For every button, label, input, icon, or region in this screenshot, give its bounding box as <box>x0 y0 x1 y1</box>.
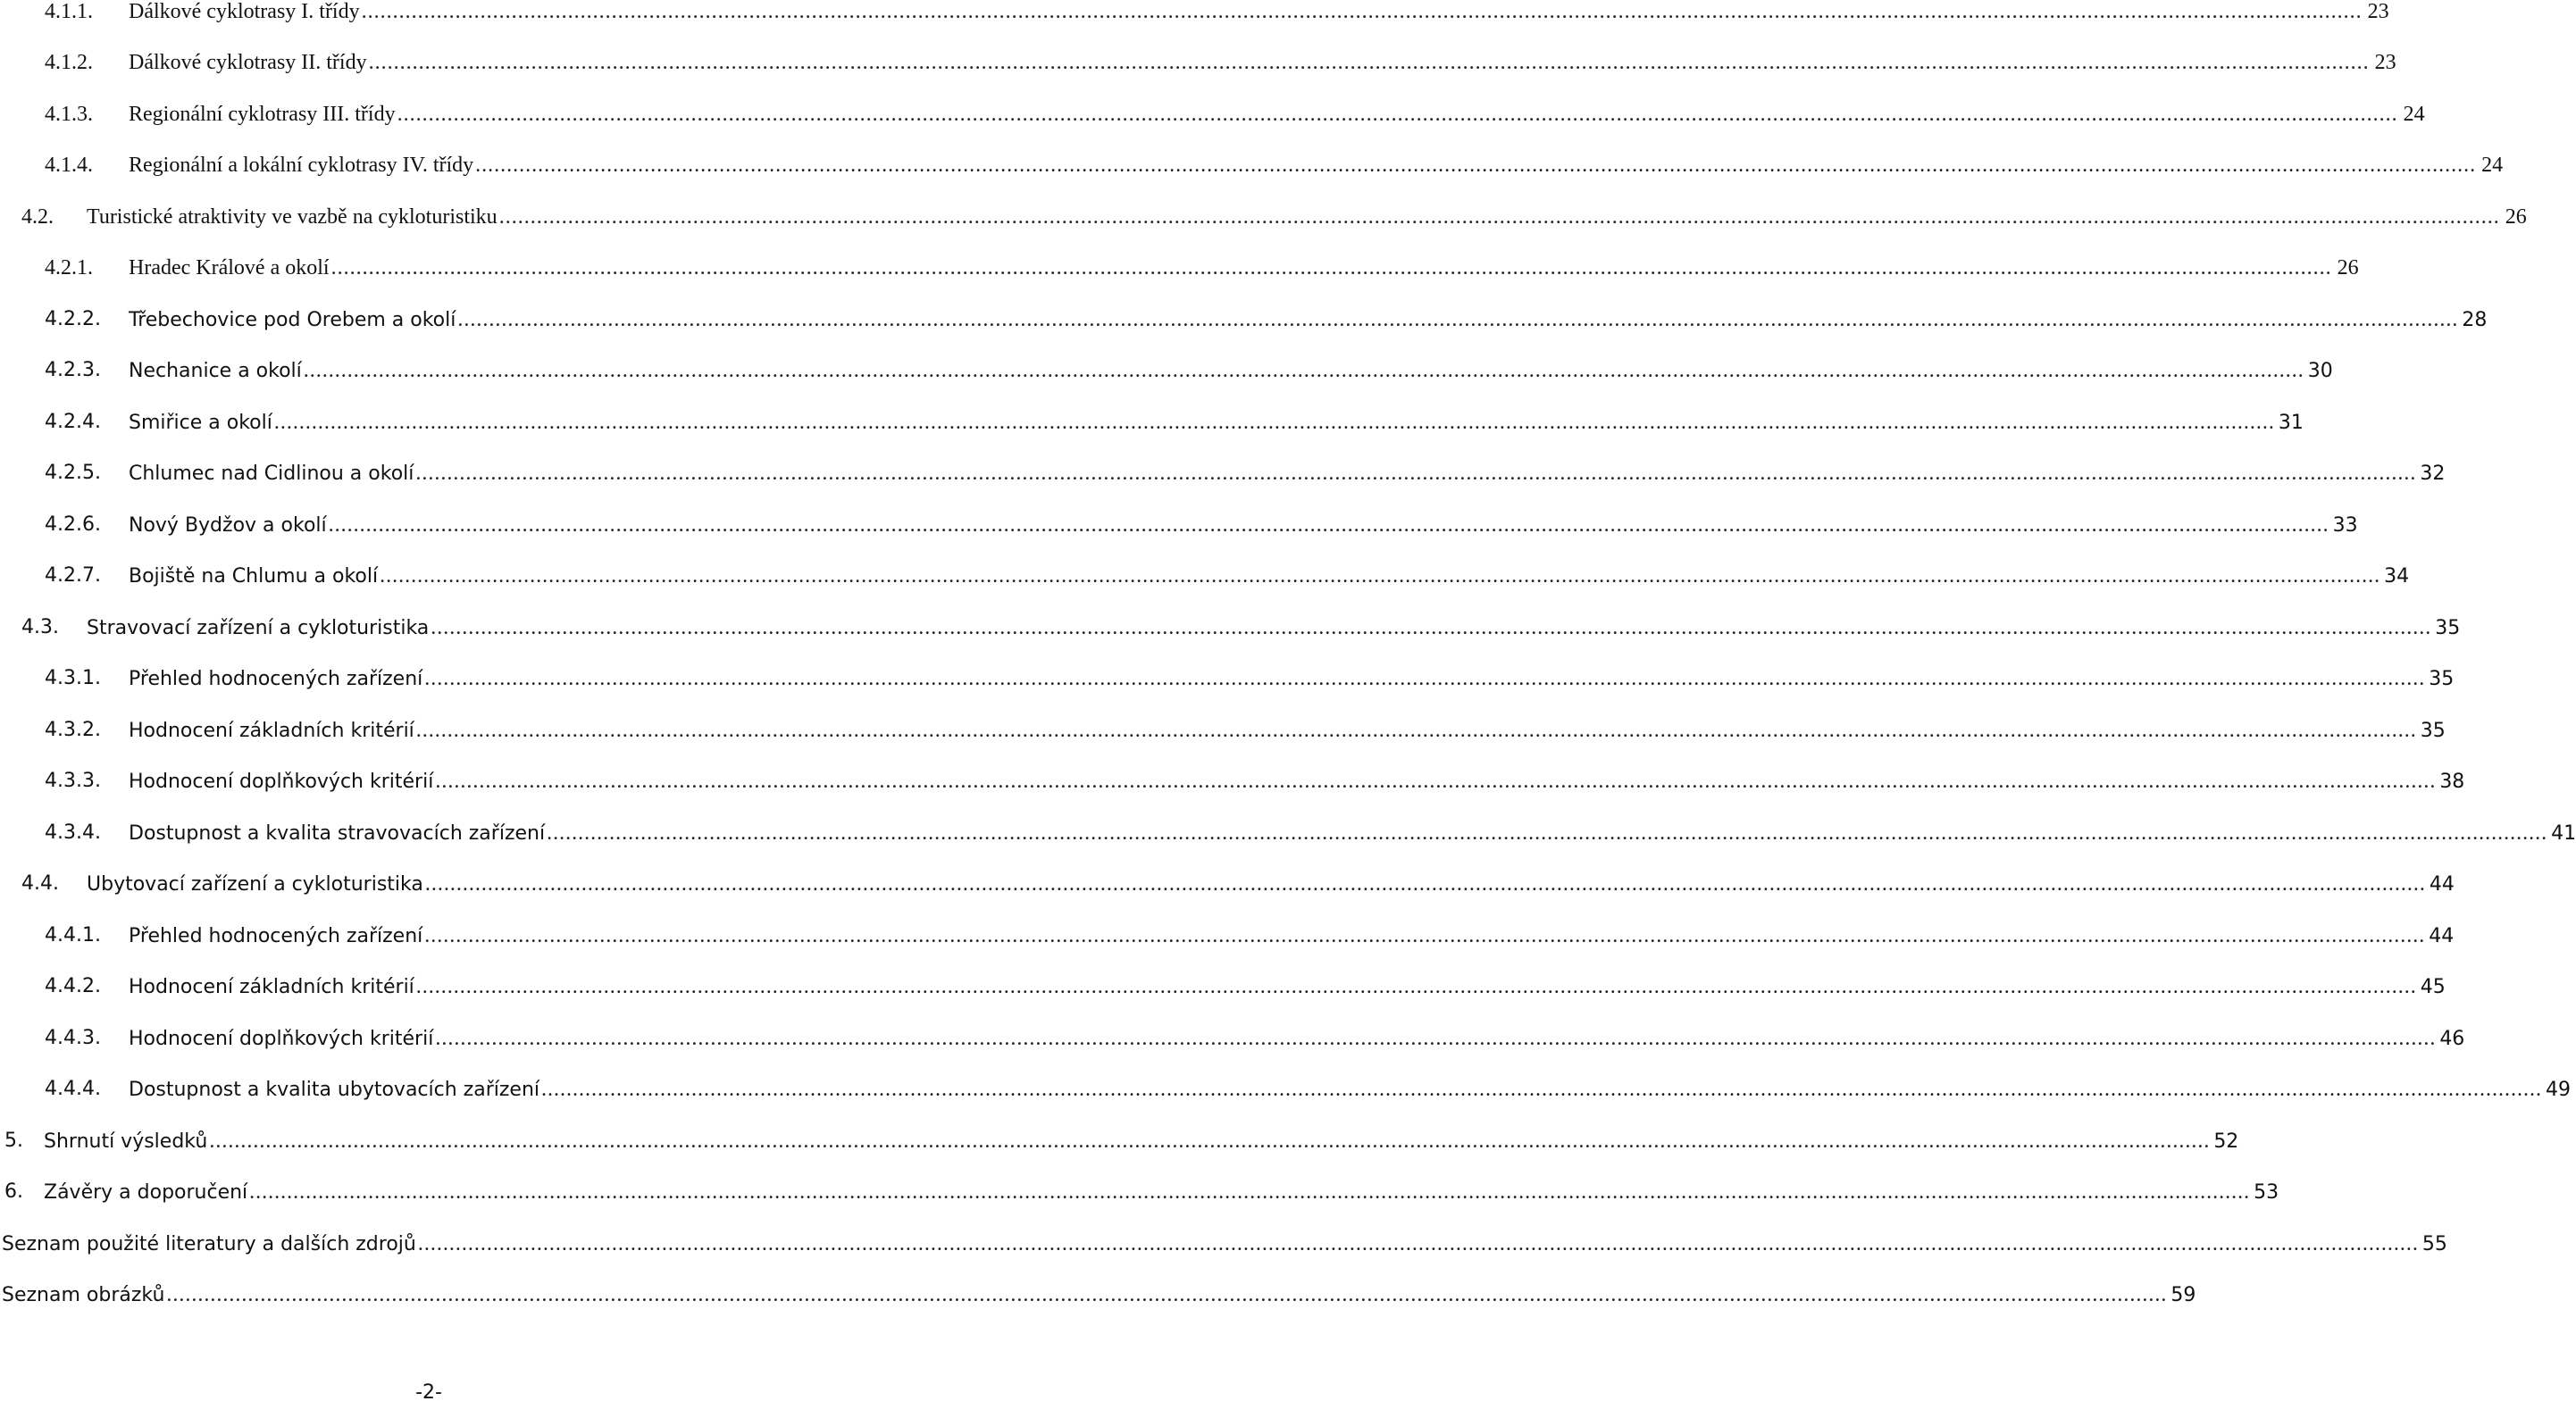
toc-entry[interactable] <box>0 560 2410 592</box>
toc-leader-dots: ................................................................................................................................................................................................................................................................................................................................ <box>166 1283 2168 1306</box>
toc-entry[interactable] <box>0 457 2446 489</box>
toc-entry-title[interactable]: Stravovací zařízení a cykloturistika <box>87 617 430 639</box>
toc-leader-dots: ................................................................................................................................................................................................................................................................................................................................ <box>435 1027 2437 1050</box>
toc-entry[interactable] <box>0 663 2455 695</box>
toc-entry-title[interactable]: Dálkové cyklotrasy I. třídy <box>129 0 360 23</box>
toc-leader-dots: ................................................................................................................................................................................................................................................................................................................................ <box>424 667 2426 690</box>
toc-entry-number: 4.3.3. <box>45 770 101 792</box>
toc-entry[interactable] <box>0 714 2446 746</box>
toc-entry-title[interactable]: Dostupnost a kvalita stravovacích zařízení <box>129 822 546 845</box>
toc-leader-dots: ................................................................................................................................................................................................................................................................................................................................ <box>435 770 2437 793</box>
toc-entry-page: 30 <box>2307 360 2333 382</box>
toc-entry-number: 4.3.4. <box>45 821 101 844</box>
toc-entry-page: 31 <box>2278 412 2304 434</box>
toc-leader-dots: ................................................................................................................................................................................................................................................................................................................................ <box>475 154 2477 177</box>
toc-entry-title[interactable]: Shrnutí výsledků <box>44 1130 208 1153</box>
toc-entry-title[interactable]: Přehled hodnocených zařízení <box>129 925 423 947</box>
toc-entry-page: 35 <box>2420 720 2446 742</box>
toc-entry-page: 35 <box>2435 617 2461 639</box>
toc-entry-title[interactable]: Hodnocení doplňkových kritérií <box>129 771 434 793</box>
toc-entry-number: 4.1.1. <box>45 0 93 23</box>
toc-entry-page: 49 <box>2546 1079 2572 1101</box>
toc-entry[interactable] <box>0 817 2576 849</box>
toc-entry[interactable] <box>0 612 2461 644</box>
toc-entry-number: 5. <box>4 1130 23 1152</box>
toc-entry-page: 41 <box>2551 822 2576 845</box>
toc-entry-number: 4.4.4. <box>45 1078 101 1100</box>
toc-entry-number: 4.2.4. <box>45 411 101 433</box>
toc-entry-number: 4.2.2. <box>45 308 101 330</box>
toc-entry-number: 4.2.6. <box>45 513 101 536</box>
toc-leader-dots: ................................................................................................................................................................................................................................................................................................................................ <box>361 0 2363 23</box>
toc-entry-page: 23 <box>2374 51 2396 74</box>
toc-entry[interactable] <box>0 1279 2196 1311</box>
toc-entry[interactable] <box>0 920 2455 952</box>
toc-entry-number: 4.3.2. <box>45 719 101 741</box>
toc-entry-number: 4.2.3. <box>45 359 101 381</box>
toc-entry-title[interactable]: Hodnocení základních kritérií <box>129 720 414 742</box>
toc-leader-dots: ................................................................................................................................................................................................................................................................................................................................ <box>330 256 2332 279</box>
toc-entry-page: 59 <box>2170 1284 2196 1306</box>
toc-entry-title[interactable]: Hradec Králové a okolí <box>129 256 330 279</box>
toc-entry-number: 4.4.2. <box>45 975 101 997</box>
toc-entry-title[interactable]: Hodnocení doplňkových kritérií <box>129 1028 434 1050</box>
toc-entry[interactable] <box>0 98 2425 130</box>
toc-entry-number: 6. <box>4 1180 23 1203</box>
toc-entry-page: 24 <box>2403 103 2425 126</box>
toc-entry-page: 28 <box>2462 309 2488 331</box>
toc-entry-title[interactable]: Chlumec nad Cidlinou a okolí <box>129 463 414 485</box>
toc-entry-number: 4.4.1. <box>45 924 101 946</box>
toc-leader-dots: ................................................................................................................................................................................................................................................................................................................................ <box>380 564 2381 588</box>
toc-entry-page: 26 <box>2505 205 2527 229</box>
toc-entry-title[interactable]: Seznam použité literatury a dalších zdrojů <box>2 1233 416 1255</box>
toc-entry-page: 52 <box>2213 1130 2239 1153</box>
toc-leader-dots: ................................................................................................................................................................................................................................................................................................................................ <box>424 924 2426 947</box>
toc-entry-page: 32 <box>2420 463 2446 485</box>
toc-entry[interactable] <box>0 765 2465 797</box>
toc-leader-dots: ................................................................................................................................................................................................................................................................................................................................ <box>397 103 2398 126</box>
toc-entry-title[interactable]: Dálkové cyklotrasy II. třídy <box>129 51 367 74</box>
toc-entry-title[interactable]: Regionální a lokální cyklotrasy IV. třídy <box>129 154 474 177</box>
toc-entry-title[interactable]: Závěry a doporučení <box>44 1181 248 1204</box>
toc-entry[interactable] <box>0 46 2396 79</box>
toc-entry[interactable] <box>0 406 2304 438</box>
toc-entry[interactable] <box>0 1228 2447 1260</box>
toc-entry-title[interactable]: Nechanice a okolí <box>129 360 302 382</box>
toc-leader-dots: ................................................................................................................................................................................................................................................................................................................................ <box>303 359 2304 382</box>
toc-entry-page: 34 <box>2384 565 2410 588</box>
toc-leader-dots: ................................................................................................................................................................................................................................................................................................................................ <box>328 513 2329 537</box>
toc-entry-number: 4.4.3. <box>45 1027 101 1049</box>
toc-entry-title[interactable]: Nový Bydžov a okolí <box>129 514 327 537</box>
toc-entry-title[interactable]: Regionální cyklotrasy III. třídy <box>129 103 396 126</box>
toc-leader-dots: ................................................................................................................................................................................................................................................................................................................................ <box>431 616 2432 639</box>
toc-entry-page: 26 <box>2337 256 2359 279</box>
toc-entry-page: 35 <box>2429 668 2455 690</box>
toc-entry-number: 4.3.1. <box>45 667 101 689</box>
toc-entry-title[interactable]: Třebechovice pod Orebem a okolí <box>129 309 456 331</box>
toc-leader-dots: ................................................................................................................................................................................................................................................................................................................................ <box>541 1078 2543 1101</box>
toc-entry[interactable] <box>0 868 2455 900</box>
toc-entry-number: 4.1.4. <box>45 154 93 177</box>
toc-leader-dots: ................................................................................................................................................................................................................................................................................................................................ <box>457 308 2459 331</box>
toc-entry[interactable] <box>0 149 2504 181</box>
toc-leader-dots: ................................................................................................................................................................................................................................................................................................................................ <box>273 411 2275 434</box>
toc-entry-title[interactable]: Turistické atraktivity ve vazbě na cykloturistiku <box>87 205 498 229</box>
toc-entry-number: 4.2.1. <box>45 256 93 279</box>
toc-entry[interactable] <box>0 1073 2572 1105</box>
toc-entry-page: 55 <box>2421 1233 2447 1255</box>
toc-entry[interactable] <box>0 252 2359 284</box>
toc-entry-number: 4.4. <box>21 872 59 895</box>
toc-entry-number: 4.1.3. <box>45 103 93 126</box>
toc-entry[interactable] <box>0 0 2389 28</box>
toc-leader-dots: ................................................................................................................................................................................................................................................................................................................................ <box>415 719 2417 742</box>
toc-leader-dots: ................................................................................................................................................................................................................................................................................................................................ <box>498 205 2500 229</box>
toc-entry-title[interactable]: Ubytovací zařízení a cykloturistika <box>87 873 423 896</box>
toc-leader-dots: ................................................................................................................................................................................................................................................................................................................................ <box>415 462 2417 485</box>
toc-entry-title[interactable]: Smiřice a okolí <box>129 412 272 434</box>
toc-entry-title[interactable]: Bojiště na Chlumu a okolí <box>129 565 379 588</box>
toc-leader-dots: ................................................................................................................................................................................................................................................................................................................................ <box>547 821 2548 845</box>
toc-entry-title[interactable]: Hodnocení základních kritérií <box>129 976 414 998</box>
toc-entry-page: 45 <box>2420 976 2446 998</box>
toc-entry[interactable] <box>0 1125 2239 1157</box>
toc-entry-title[interactable]: Seznam obrázků <box>2 1284 165 1306</box>
toc-entry-page: 38 <box>2439 771 2465 793</box>
toc-entry-page: 24 <box>2481 154 2504 177</box>
toc-entry-page: 23 <box>2367 0 2389 23</box>
toc-entry-page: 53 <box>2254 1181 2279 1204</box>
toc-entry[interactable] <box>0 1176 2279 1208</box>
toc-entry-number: 4.2.7. <box>45 564 101 587</box>
toc-leader-dots: ................................................................................................................................................................................................................................................................................................................................ <box>415 975 2417 998</box>
toc-entry-page: 46 <box>2439 1028 2465 1050</box>
toc-entry-number: 4.2.5. <box>45 462 101 484</box>
toc-entry[interactable] <box>0 201 2527 233</box>
toc-entry-number: 4.2. <box>21 205 54 229</box>
toc-entry[interactable] <box>0 304 2488 336</box>
toc-leader-dots: ................................................................................................................................................................................................................................................................................................................................ <box>417 1232 2419 1255</box>
toc-entry-page: 33 <box>2332 514 2358 537</box>
toc-entry[interactable] <box>0 354 2333 387</box>
toc-entry-number: 4.1.2. <box>45 51 93 74</box>
toc-leader-dots: ................................................................................................................................................................................................................................................................................................................................ <box>209 1130 2211 1153</box>
toc-entry[interactable] <box>0 971 2446 1003</box>
toc-leader-dots: ................................................................................................................................................................................................................................................................................................................................ <box>368 51 2370 74</box>
toc-leader-dots: ................................................................................................................................................................................................................................................................................................................................ <box>249 1180 2251 1204</box>
toc-entry[interactable] <box>0 1022 2465 1055</box>
toc-leader-dots: ................................................................................................................................................................................................................................................................................................................................ <box>424 872 2426 896</box>
toc-entry-number: 4.3. <box>21 616 59 638</box>
toc-entry-page: 44 <box>2429 873 2455 896</box>
toc-entry-title[interactable]: Přehled hodnocených zařízení <box>129 668 423 690</box>
page-number: -2- <box>415 1381 442 1404</box>
toc-entry[interactable] <box>0 509 2358 541</box>
toc-entry-title[interactable]: Dostupnost a kvalita ubytovacích zařízení <box>129 1079 540 1101</box>
toc-entry-page: 44 <box>2429 925 2455 947</box>
